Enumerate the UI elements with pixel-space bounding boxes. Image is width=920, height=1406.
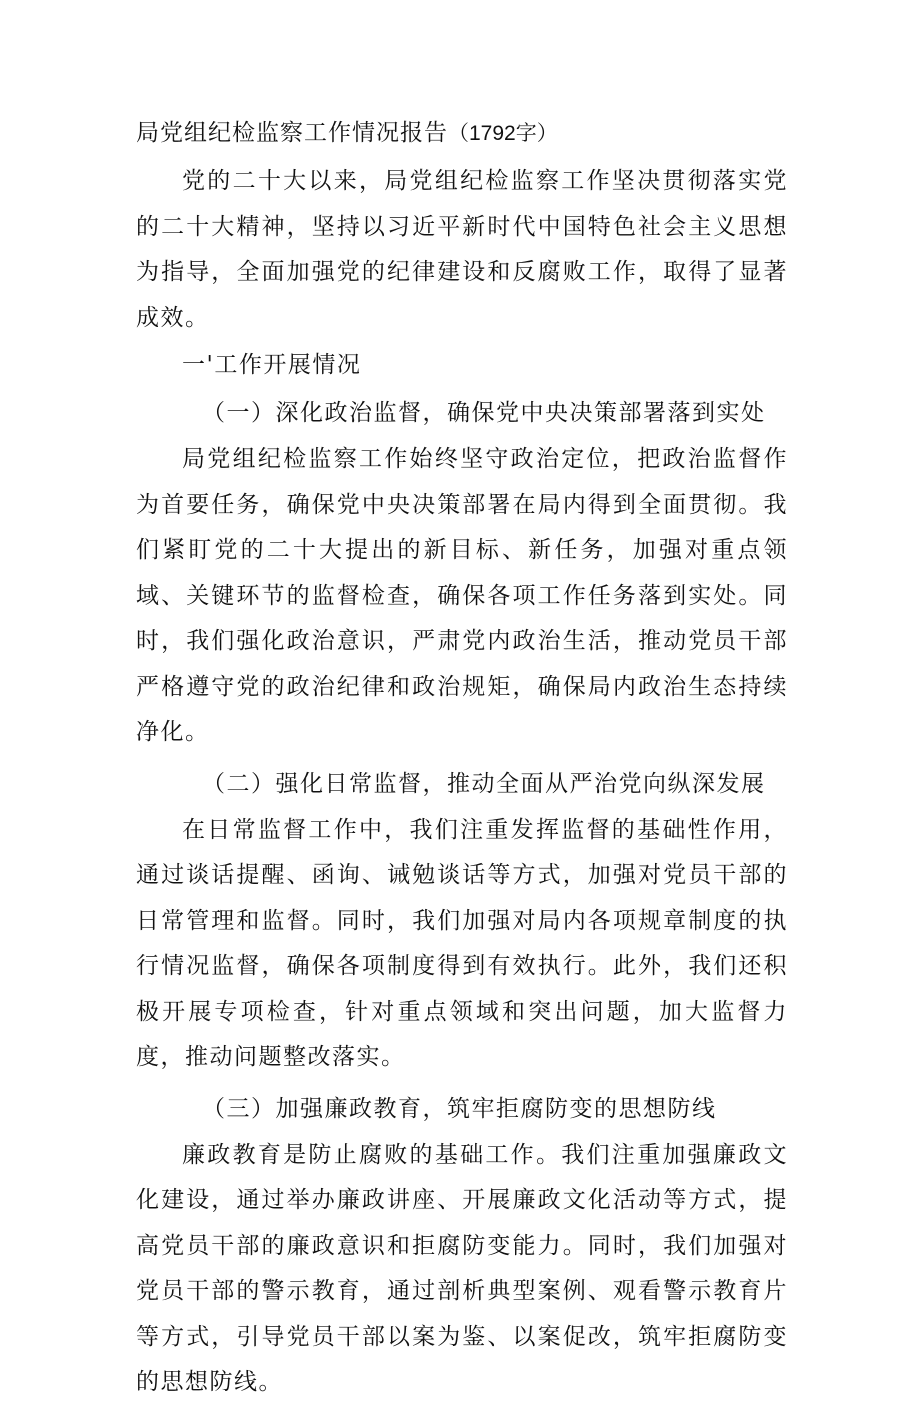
document-title	[136, 108, 788, 159]
section-heading: 一'工作开展情况	[182, 352, 362, 378]
subsection-body: 局党组纪检监察工作始终坚守政治定位，把政治监督作为首要任务，确保党中央决策部署在局内得到全面贯彻。我们紧盯党的二十大提出的新目标、新任务，加强对重点领域、关键环节的监督检查，确保各项工作任务落到实处。同时，我们强化政治意识，严肃党内政治生活，推动党员干部严格遵守党的政治纪律和政治规矩，确保局内政治生态持续净化。	[136, 446, 788, 745]
document-title-text: 局党组纪检监察工作情况报告	[136, 120, 448, 146]
document-page	[136, 108, 788, 1406]
subsection-body: 在日常监督工作中，我们注重发挥监督的基础性作用，通过谈话提醒、函询、诫勉谈话等方式，加强对党员干部的日常管理和监督。同时，我们加强对局内各项规章制度的执行情况监督，确保各项制度得到有效执行。此外，我们还积极开展专项检查，针对重点领域和突出问题，加大监督力度，推动问题整改落实。	[136, 816, 788, 1070]
word-count: （1792字）	[448, 122, 558, 145]
subsection-heading: （三）加强廉政教育，筑牢拒腐防变的思想防线	[202, 1095, 717, 1122]
intro-paragraph: 党的二十大以来，局党组纪检监察工作坚决贯彻落实党的二十大精神，坚持以习近平新时代中国特色社会主义思想为指导，全面加强党的纪律建设和反腐败工作，取得了显著成效。	[136, 168, 788, 331]
subsection-body: 廉政教育是防止腐败的基础工作。我们注重加强廉政文化建设，通过举办廉政讲座、开展廉政文化活动等方式，提高党员干部的廉政意识和拒腐防变能力。同时，我们加强对党员干部的警示教育，通过剖析典型案例、观看警示教育片等方式，引导党员干部以案为鉴、以案促改，筑牢拒腐防变的思想防线。	[136, 1141, 788, 1395]
subsection-heading: （二）强化日常监督，推动全面从严治党向纵深发展	[202, 770, 766, 797]
subsection-heading: （一）深化政治监督，确保党中央决策部署落到实处	[202, 400, 766, 426]
